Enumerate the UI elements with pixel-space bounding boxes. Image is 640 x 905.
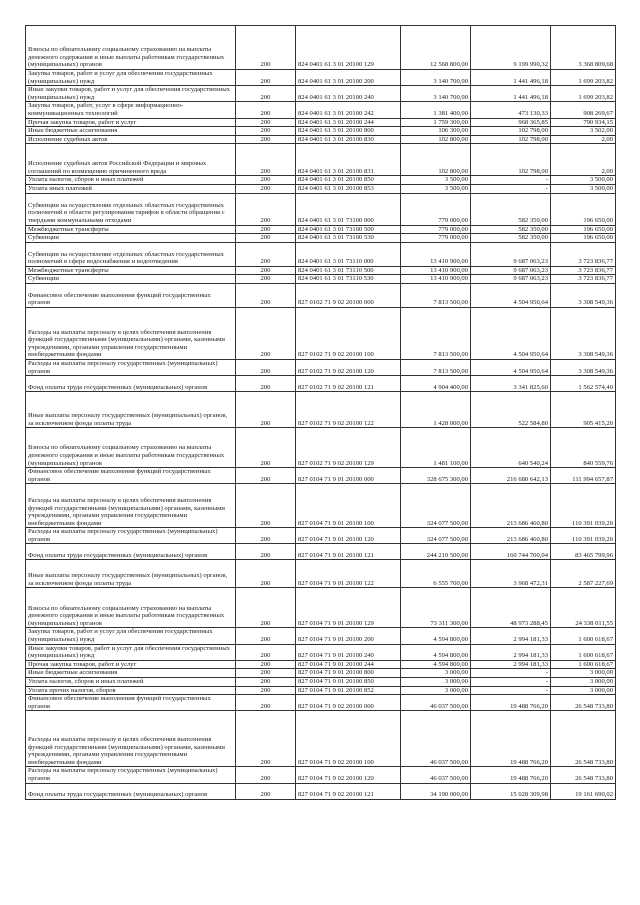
row-kbk-cell: 824 0401 61 3 01 73100 000 [296,193,401,225]
row-executed-cell: 2 994 181,33 [471,660,551,669]
row-kbk-cell: 827 0102 71 9 02 20100 129 [296,428,401,468]
row-code-cell: 200 [236,176,296,185]
row-kbk-cell: 827 0102 71 9 02 20100 122 [296,392,401,428]
row-executed-cell: 9 199 990,32 [471,26,551,70]
row-code-cell: 200 [236,266,296,275]
row-executed-cell: 160 744 700,04 [471,544,551,560]
row-code-cell: 200 [236,193,296,225]
row-name-cell: Межбюджетные трансферты [26,266,236,275]
row-code-cell: 200 [236,234,296,243]
row-plan-cell: 13 410 900,00 [401,266,471,275]
row-remainder-cell: 1 600 618,67 [551,660,616,669]
row-kbk-cell: 827 0102 71 9 02 20100 121 [296,376,401,392]
table-row [26,669,616,678]
row-kbk-cell: 827 0102 71 9 02 20100 100 [296,307,401,359]
row-executed-cell: 3 968 472,31 [471,560,551,588]
row-plan-cell: 328 675 300,00 [401,468,471,484]
table-row [26,307,616,359]
row-code-cell: 200 [236,588,296,628]
row-kbk-cell: 827 0102 71 9 02 20100 120 [296,359,401,375]
table-row [26,225,616,234]
row-executed-cell: 473 130,33 [471,102,551,118]
row-name-cell: Уплата налогов, сборов и иных платежей [26,678,236,687]
row-remainder-cell: 2,00 [551,135,616,144]
row-name-cell: Финансовое обеспечение выполнения функций государственных органов [26,283,236,307]
table-row [26,135,616,144]
row-kbk-cell: 824 0401 61 3 01 73110 000 [296,242,401,266]
row-remainder-cell: 3 308 549,36 [551,283,616,307]
row-plan-cell: 106 300,00 [401,127,471,136]
row-remainder-cell: 1 600 618,67 [551,644,616,660]
row-plan-cell: 7 813 500,00 [401,307,471,359]
row-executed-cell: 3 341 825,60 [471,376,551,392]
row-remainder-cell: 3 502,00 [551,127,616,136]
row-kbk-cell: 827 0104 71 9 01 20100 200 [296,628,401,644]
row-kbk-cell: 827 0104 71 9 01 20100 244 [296,660,401,669]
row-executed-cell: 102 798,00 [471,135,551,144]
row-code-cell: 200 [236,783,296,799]
row-plan-cell: 13 410 900,00 [401,242,471,266]
table-row [26,70,616,86]
row-plan-cell: 6 555 700,00 [401,560,471,588]
row-name-cell: Субвенции [26,234,236,243]
row-kbk-cell: 827 0102 71 9 02 20100 000 [296,283,401,307]
document-page [25,25,615,800]
row-code-cell: 200 [236,307,296,359]
table-row [26,266,616,275]
row-code-cell: 200 [236,70,296,86]
row-name-cell: Уплата налогов, сборов и иных платежей [26,176,236,185]
row-remainder-cell: 790 934,15 [551,118,616,127]
row-remainder-cell: 24 338 011,55 [551,588,616,628]
row-kbk-cell: 827 0104 71 9 01 20100 800 [296,669,401,678]
table-row [26,660,616,669]
table-row [26,695,616,711]
row-plan-cell: 244 210 500,00 [401,544,471,560]
row-name-cell: Расходы на выплаты персоналу государственных (муниципальных) органов [26,359,236,375]
row-kbk-cell: 827 0104 71 9 01 20100 852 [296,686,401,695]
row-plan-cell: 1 428 000,00 [401,392,471,428]
row-plan-cell: 4 594 800,00 [401,660,471,669]
row-remainder-cell: 196 650,00 [551,193,616,225]
row-name-cell: Закупка товаров, работ, услуг в сфере информационно-коммуникационных технологий [26,102,236,118]
table-row [26,359,616,375]
row-code-cell: 200 [236,660,296,669]
row-code-cell: 200 [236,359,296,375]
row-executed-cell: 582 350,00 [471,193,551,225]
row-kbk-cell: 824 0401 61 3 01 73110 530 [296,275,401,284]
row-name-cell: Фонд оплаты труда государственных (муниципальных) органов [26,544,236,560]
row-code-cell: 200 [236,628,296,644]
row-remainder-cell: 3 000,00 [551,686,616,695]
budget-expenditure-table [25,25,616,800]
row-plan-cell: 12 568 800,00 [401,26,471,70]
row-code-cell: 200 [236,127,296,136]
row-kbk-cell: 827 0104 71 9 02 20100 000 [296,695,401,711]
row-kbk-cell: 824 0401 61 3 01 20100 830 [296,135,401,144]
row-kbk-cell: 827 0104 71 9 02 20100 100 [296,711,401,767]
row-name-cell: Исполнение судебных актов [26,135,236,144]
row-code-cell: 200 [236,669,296,678]
row-kbk-cell: 824 0401 61 3 01 20100 240 [296,86,401,102]
row-code-cell: 200 [236,695,296,711]
row-remainder-cell: 840 559,76 [551,428,616,468]
row-code-cell: 200 [236,184,296,193]
row-remainder-cell: 3 308 549,36 [551,307,616,359]
row-plan-cell: 3 000,00 [401,669,471,678]
table-row [26,102,616,118]
row-executed-cell: - [471,669,551,678]
row-code-cell: 200 [236,242,296,266]
row-name-cell: Межбюджетные трансферты [26,225,236,234]
row-kbk-cell: 827 0104 71 9 01 20100 100 [296,484,401,528]
table-row [26,644,616,660]
row-remainder-cell: 1 699 203,82 [551,86,616,102]
table-row [26,678,616,687]
row-kbk-cell: 824 0401 61 3 01 20100 800 [296,127,401,136]
row-executed-cell: 522 584,80 [471,392,551,428]
row-remainder-cell: 3 500,00 [551,184,616,193]
row-remainder-cell: 3 723 836,77 [551,266,616,275]
row-remainder-cell: 83 465 799,96 [551,544,616,560]
row-plan-cell: 324 077 500,00 [401,484,471,528]
row-plan-cell: 7 813 500,00 [401,283,471,307]
row-remainder-cell: 19 161 690,02 [551,783,616,799]
row-executed-cell: 213 686 460,80 [471,528,551,544]
row-executed-cell: 582 350,00 [471,225,551,234]
row-code-cell: 200 [236,678,296,687]
row-kbk-cell: 824 0401 61 3 01 20100 853 [296,184,401,193]
row-name-cell: Иные выплаты персоналу государственных (муниципальных) органов, за исключением фонда оплаты труда [26,560,236,588]
row-code-cell: 200 [236,86,296,102]
row-executed-cell: 19 488 766,20 [471,767,551,783]
row-kbk-cell: 827 0104 71 9 01 20100 129 [296,588,401,628]
row-name-cell: Расходы на выплаты персоналу в целях обеспечения выполнения функций государственными (муниципальными) органами, казенными учреждениями, органами управления государственными внебюджетными фондами [26,307,236,359]
table-row [26,283,616,307]
row-executed-cell: - [471,686,551,695]
table-row [26,468,616,484]
row-plan-cell: 779 000,00 [401,225,471,234]
table-row [26,234,616,243]
row-remainder-cell: 1 699 203,82 [551,70,616,86]
row-remainder-cell: 196 650,00 [551,225,616,234]
row-kbk-cell: 827 0104 71 9 01 20100 240 [296,644,401,660]
row-executed-cell: 582 350,00 [471,234,551,243]
row-code-cell: 200 [236,275,296,284]
row-executed-cell: - [471,184,551,193]
row-plan-cell: 3 000,00 [401,686,471,695]
row-executed-cell: 102 798,00 [471,144,551,176]
row-remainder-cell: 908 269,67 [551,102,616,118]
row-remainder-cell: 2 587 227,69 [551,560,616,588]
row-name-cell: Финансовое обеспечение выполнения функций государственных органов [26,695,236,711]
row-executed-cell: - [471,678,551,687]
table-row [26,242,616,266]
row-name-cell: Иные закупки товаров, работ и услуг для обеспечения государственных (муниципальных) нужд [26,644,236,660]
table-row [26,26,616,70]
table-row [26,176,616,185]
row-code-cell: 200 [236,528,296,544]
row-kbk-cell: 827 0104 71 9 01 20100 121 [296,544,401,560]
row-executed-cell: 19 488 766,20 [471,711,551,767]
row-remainder-cell: 110 391 039,20 [551,528,616,544]
row-kbk-cell: 827 0104 71 9 02 20100 120 [296,767,401,783]
row-plan-cell: 7 813 500,00 [401,359,471,375]
table-row [26,144,616,176]
row-executed-cell: 102 798,00 [471,127,551,136]
row-kbk-cell: 824 0401 61 3 01 73100 500 [296,225,401,234]
row-plan-cell: 779 000,00 [401,193,471,225]
row-name-cell: Расходы на выплаты персоналу государственных (муниципальных) органов [26,528,236,544]
row-kbk-cell: 827 0104 71 9 01 20100 850 [296,678,401,687]
row-kbk-cell: 824 0401 61 3 01 73110 500 [296,266,401,275]
row-plan-cell: 102 800,00 [401,144,471,176]
row-remainder-cell: 3 308 549,36 [551,359,616,375]
row-code-cell: 200 [236,392,296,428]
row-executed-cell: 216 680 642,13 [471,468,551,484]
row-name-cell: Взносы по обязательному социальному страхованию на выплаты денежного содержания и иные выплаты работникам государственных (муниципальных) органов [26,588,236,628]
table-row [26,127,616,136]
row-code-cell: 200 [236,644,296,660]
row-kbk-cell: 824 0401 61 3 01 20100 242 [296,102,401,118]
row-plan-cell: 46 037 500,00 [401,767,471,783]
row-code-cell: 200 [236,560,296,588]
table-row [26,783,616,799]
row-executed-cell: 9 687 063,23 [471,266,551,275]
row-name-cell: Иные выплаты персоналу государственных (муниципальных) органов, за исключением фонда оплаты труда [26,392,236,428]
table-row [26,528,616,544]
row-name-cell: Иные бюджетные ассигнования [26,127,236,136]
row-plan-cell: 1 381 400,00 [401,102,471,118]
row-name-cell: Уплата прочих налогов, сборов [26,686,236,695]
row-plan-cell: 46 037 500,00 [401,711,471,767]
row-remainder-cell: 3 000,00 [551,669,616,678]
table-row [26,560,616,588]
row-plan-cell: 3 500,00 [401,176,471,185]
row-remainder-cell: 905 415,20 [551,392,616,428]
row-plan-cell: 73 311 300,00 [401,588,471,628]
table-row [26,392,616,428]
row-code-cell: 200 [236,686,296,695]
row-remainder-cell: 196 650,00 [551,234,616,243]
table-row [26,628,616,644]
row-name-cell: Расходы на выплаты персоналу государственных (муниципальных) органов [26,767,236,783]
row-plan-cell: 3 140 700,00 [401,86,471,102]
row-name-cell: Закупка товаров, работ и услуг для обеспечения государственных (муниципальных) нужд [26,70,236,86]
row-name-cell: Уплата иных платежей [26,184,236,193]
row-code-cell: 200 [236,544,296,560]
row-name-cell: Субвенции [26,275,236,284]
row-remainder-cell: 3 723 836,77 [551,242,616,266]
row-name-cell: Субвенции на осуществление отдельных областных государственных полномочий в области регулирования тарифов в области обращения с твердыми коммунальными отходами [26,193,236,225]
row-code-cell: 200 [236,26,296,70]
row-name-cell: Расходы на выплаты персоналу в целях обеспечения выполнения функций государственными (муниципальными) органами, казенными учреждениями, органами управления государственными внебюджетными фондами [26,711,236,767]
row-executed-cell: 4 504 950,64 [471,283,551,307]
table-row [26,711,616,767]
row-remainder-cell: 3 000,00 [551,678,616,687]
row-plan-cell: 13 410 900,00 [401,275,471,284]
row-plan-cell: 102 800,00 [401,135,471,144]
row-code-cell: 200 [236,118,296,127]
row-remainder-cell: 1 562 574,40 [551,376,616,392]
row-executed-cell: 48 973 288,45 [471,588,551,628]
row-kbk-cell: 824 0401 61 3 01 20100 200 [296,70,401,86]
table-row [26,118,616,127]
row-remainder-cell: 26 548 733,80 [551,767,616,783]
row-code-cell: 200 [236,468,296,484]
row-executed-cell: 2 994 181,33 [471,628,551,644]
row-code-cell: 200 [236,283,296,307]
row-name-cell: Иные закупки товаров, работ и услуг для обеспечения государственных (муниципальных) нужд [26,86,236,102]
row-name-cell: Прочая закупка товаров, работ и услуг [26,660,236,669]
row-code-cell: 200 [236,376,296,392]
row-kbk-cell: 824 0401 61 3 01 73100 530 [296,234,401,243]
row-executed-cell: 15 028 309,98 [471,783,551,799]
row-executed-cell: 2 994 181,33 [471,644,551,660]
row-plan-cell: 3 000,00 [401,678,471,687]
row-remainder-cell: 3 723 836,77 [551,275,616,284]
row-remainder-cell: 110 391 039,20 [551,484,616,528]
row-code-cell: 200 [236,144,296,176]
row-name-cell: Закупка товаров, работ и услуг для обеспечения государственных (муниципальных) нужд [26,628,236,644]
row-name-cell: Прочая закупка товаров, работ и услуг [26,118,236,127]
row-plan-cell: 4 594 800,00 [401,628,471,644]
table-body [26,26,616,800]
table-row [26,275,616,284]
row-code-cell: 200 [236,225,296,234]
row-executed-cell: - [471,176,551,185]
table-row [26,428,616,468]
row-kbk-cell: 827 0104 71 9 01 20100 122 [296,560,401,588]
row-code-cell: 200 [236,135,296,144]
table-row [26,588,616,628]
row-code-cell: 200 [236,484,296,528]
row-remainder-cell: 2,00 [551,144,616,176]
row-code-cell: 200 [236,711,296,767]
row-kbk-cell: 824 0401 61 3 01 20100 244 [296,118,401,127]
table-row [26,184,616,193]
row-executed-cell: 968 365,85 [471,118,551,127]
row-name-cell: Иные бюджетные ассигнования [26,669,236,678]
row-executed-cell: 4 504 950,64 [471,307,551,359]
table-row [26,484,616,528]
row-kbk-cell: 824 0401 61 3 01 20100 831 [296,144,401,176]
table-row [26,376,616,392]
row-executed-cell: 213 686 460,80 [471,484,551,528]
row-plan-cell: 46 037 500,00 [401,695,471,711]
row-plan-cell: 4 594 800,00 [401,644,471,660]
row-executed-cell: 1 441 496,18 [471,86,551,102]
row-remainder-cell: 111 994 657,87 [551,468,616,484]
row-plan-cell: 3 140 700,00 [401,70,471,86]
row-kbk-cell: 824 0401 61 3 01 20100 850 [296,176,401,185]
row-remainder-cell: 26 548 733,80 [551,711,616,767]
row-code-cell: 200 [236,102,296,118]
table-row [26,86,616,102]
row-kbk-cell: 827 0104 71 9 01 20100 000 [296,468,401,484]
table-row [26,193,616,225]
row-remainder-cell: 26 548 733,80 [551,695,616,711]
row-executed-cell: 19 488 766,20 [471,695,551,711]
row-executed-cell: 9 687 063,23 [471,275,551,284]
row-name-cell: Финансовое обеспечение выполнения функций государственных органов [26,468,236,484]
row-plan-cell: 4 904 400,00 [401,376,471,392]
table-row [26,686,616,695]
row-remainder-cell: 1 600 618,67 [551,628,616,644]
row-code-cell: 200 [236,767,296,783]
row-plan-cell: 1 481 100,00 [401,428,471,468]
row-plan-cell: 1 759 300,00 [401,118,471,127]
row-remainder-cell: 3 368 809,68 [551,26,616,70]
row-plan-cell: 34 190 000,00 [401,783,471,799]
row-executed-cell: 640 540,24 [471,428,551,468]
row-plan-cell: 324 077 500,00 [401,528,471,544]
row-executed-cell: 1 441 496,18 [471,70,551,86]
row-executed-cell: 4 504 950,64 [471,359,551,375]
row-name-cell: Расходы на выплаты персоналу в целях обеспечения выполнения функций государственными (муниципальными) органами, казенными учреждениями, органами управления государственными внебюджетными фондами [26,484,236,528]
row-name-cell: Взносы по обязательному социальному страхованию на выплаты денежного содержания и иные выплаты работникам государственных (муниципальных) органов [26,26,236,70]
table-row [26,767,616,783]
row-kbk-cell: 827 0104 71 9 02 20100 121 [296,783,401,799]
row-plan-cell: 779 000,00 [401,234,471,243]
row-executed-cell: 9 687 063,23 [471,242,551,266]
row-code-cell: 200 [236,428,296,468]
row-plan-cell: 3 500,00 [401,184,471,193]
table-row [26,544,616,560]
row-remainder-cell: 3 500,00 [551,176,616,185]
row-name-cell: Субвенции на осуществление отдельных областных государственных полномочий в сфере водоснабжения и водоотведения [26,242,236,266]
row-kbk-cell: 827 0104 71 9 01 20100 120 [296,528,401,544]
row-name-cell: Фонд оплаты труда государственных (муниципальных) органов [26,376,236,392]
row-name-cell: Исполнение судебных актов Российской Федерации и мировых соглашений по возмещению причиненного вреда [26,144,236,176]
row-name-cell: Взносы по обязательному социальному страхованию на выплаты денежного содержания и иные выплаты работникам государственных (муниципальных) органов [26,428,236,468]
row-kbk-cell: 824 0401 61 3 01 20100 129 [296,26,401,70]
row-name-cell: Фонд оплаты труда государственных (муниципальных) органов [26,783,236,799]
